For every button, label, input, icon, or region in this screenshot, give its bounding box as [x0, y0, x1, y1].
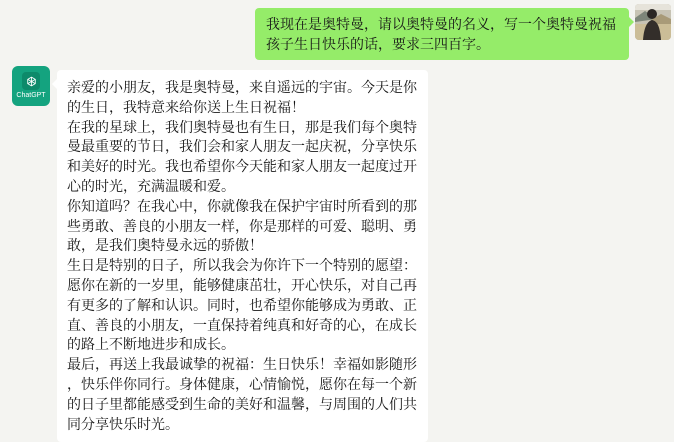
assistant-paragraph: 生日是特别的日子，所以我会为你许下一个特别的愿望：愿你在新的一岁里，能够健康茁壮，开心快乐，对自己再有更多的了解和认识。同时，也希望你能够成为勇敢、正直、善良的小朋友，一直保持着纯真和好奇的心，在成长的路上不断地进步和成长。: [67, 257, 417, 353]
openai-logo-icon: [22, 72, 40, 90]
chatgpt-avatar-label: ChatGPT: [16, 92, 46, 99]
bubble-tail-left: [46, 78, 58, 90]
user-message-bubble[interactable]: [255, 8, 629, 60]
assistant-paragraph: 亲爱的小朋友，我是奥特曼，来自遥远的宇宙。今天是你的生日，我特意来给你送上生日祝福！: [67, 79, 417, 115]
bubble-tail-right: [628, 16, 640, 28]
user-message-text: 我现在是奥特曼，请以奥特曼的名义，写一个奥特曼祝福孩子生日快乐的话，要求三四百字。: [266, 16, 616, 52]
assistant-message-text: [67, 78, 418, 434]
assistant-message-bubble[interactable]: [57, 70, 428, 442]
assistant-paragraph: 在我的星球上，我们奥特曼也有生日，那是我们每个奥特曼最重要的节日，我们会和家人朋友一起庆祝，分享快乐和美好的时光。我也希望你今天能和家人朋友一起度过开心的时光，充满温暖和爱。: [67, 118, 417, 194]
assistant-message-row: [12, 66, 428, 442]
person-photo-icon: [635, 4, 671, 40]
chatgpt-avatar[interactable]: [12, 66, 50, 106]
assistant-paragraph: 最后，再送上我最诚挚的祝福：生日快乐！幸福如影随形，快乐伴你同行。身体健康，心情愉悦，愿你在每一个新的日子里都能感受到生命的美好和温馨，与周围的人们共同分享快乐时光。: [67, 356, 417, 432]
assistant-paragraph: 你知道吗？在我心中，你就像我在保护宇宙时所看到的那些勇敢、善良的小朋友一样，你是那样的可爱、聪明、勇敢，是我们奥特曼永远的骄傲！: [67, 197, 417, 254]
user-avatar[interactable]: [635, 4, 671, 40]
user-message-row: [255, 4, 671, 60]
